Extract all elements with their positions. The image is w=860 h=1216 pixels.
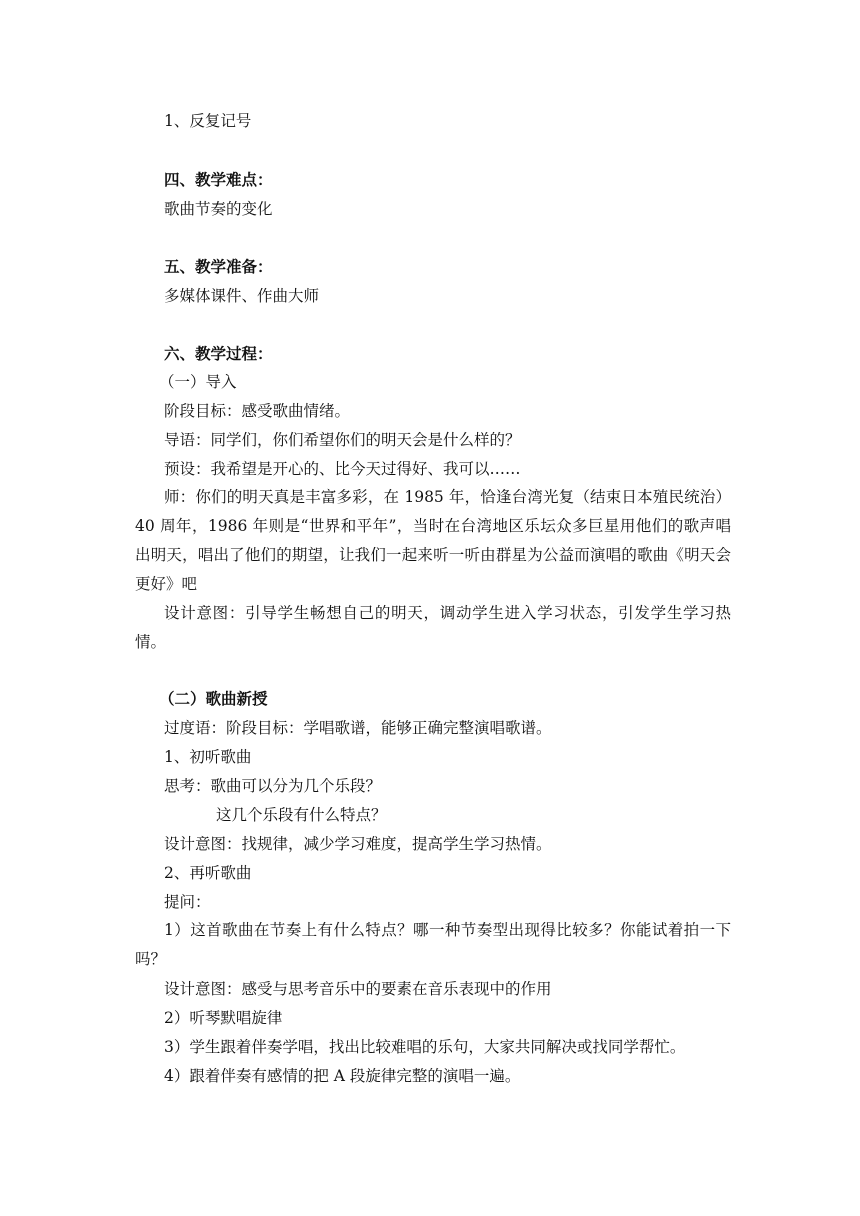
paragraph-transition: 过度语：阶段目标：学唱歌谱，能够正确完整演唱歌谱。: [164, 719, 552, 737]
paragraph-design-intent-2: 设计意图：找规律，减少学习难度，提高学生学习热情。: [164, 835, 552, 853]
paragraph-think-2: 这几个乐段有什么特点？: [216, 806, 387, 824]
paragraph-question-1: 1）这首歌曲在节奏上有什么特点？哪一种节奏型出现得比较多？你能试着拍一下吗？: [135, 921, 731, 968]
paragraph-question-2: 2）听琴默唱旋律: [164, 1009, 283, 1027]
subsection-heading-new-song: （二）歌曲新授: [159, 689, 268, 708]
section-heading-process: 六、教学过程：: [164, 344, 273, 363]
paragraph-question-label: 提问：: [164, 893, 211, 911]
paragraph-think-1: 思考：歌曲可以分为几个乐段？: [164, 777, 382, 795]
list-item-first-listen: 1、初听歌曲: [164, 748, 252, 766]
paragraph-teacher: 师：你们的明天真是丰富多彩，在 1985 年，恰逢台湾光复（结束日本殖民统治）40 周年，1986 年则是“世界和平年”，当时在台湾地区乐坛众多巨星用他们的歌声唱出明天，唱出了他们的期望，让我们一起来听一听由群星为公益而演唱的歌曲《明天会更好》吧: [135, 488, 731, 593]
paragraph-preset: 预设：我希望是开心的、比今天过得好、我可以……: [164, 460, 521, 478]
list-item-repeat-sign: 1、反复记号: [164, 112, 252, 130]
section-heading-preparation: 五、教学准备：: [164, 257, 273, 276]
list-item-second-listen: 2、再听歌曲: [164, 864, 252, 882]
paragraph-design-intent-3: 设计意图：感受与思考音乐中的要素在音乐表现中的作用: [164, 980, 552, 998]
paragraph-intro-speech: 导语：同学们，你们希望你们的明天会是什么样的？: [164, 431, 521, 449]
paragraph-question-4: 4）跟着伴奏有感情的把 A 段旋律完整的演唱一遍。: [164, 1067, 521, 1085]
paragraph-design-intent-1: 设计意图：引导学生畅想自己的明天，调动学生进入学习状态，引发学生学习热情。: [135, 604, 731, 651]
section-text-difficulties: 歌曲节奏的变化: [164, 200, 273, 218]
section-heading-difficulties: 四、教学难点：: [164, 170, 273, 189]
subsection-heading-intro: （一）导入: [159, 373, 237, 391]
paragraph-question-3: 3）学生跟着伴奏学唱，找出比较难唱的乐句，大家共同解决或找同学帮忙。: [164, 1038, 686, 1056]
paragraph-stage-goal: 阶段目标：感受歌曲情绪。: [164, 402, 351, 420]
section-text-preparation: 多媒体课件、作曲大师: [164, 287, 320, 305]
